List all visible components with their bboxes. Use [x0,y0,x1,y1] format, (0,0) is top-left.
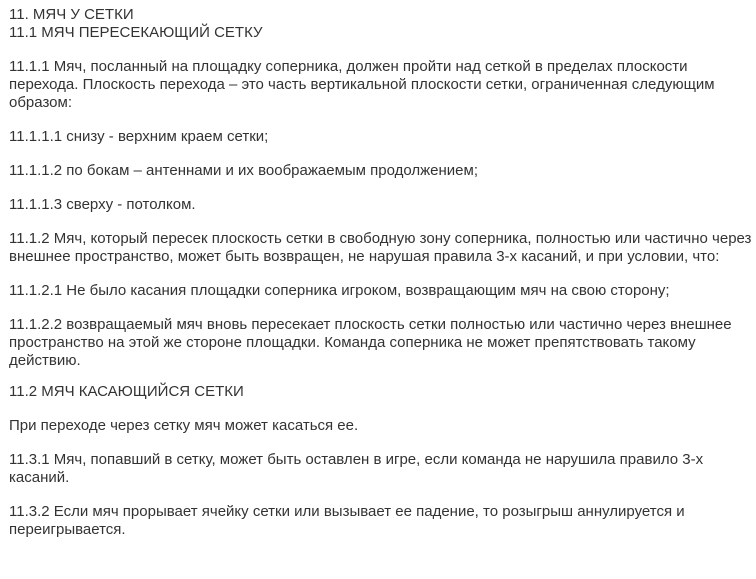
paragraph-11-1-1-2: 11.1.1.2 по бокам – антеннами и их воображаемым продолжением; [9,162,478,179]
paragraph-11-1-1-3: 11.1.1.3 сверху - потолком. [9,196,196,213]
paragraph-11-1-2-2: 11.1.2.2 возвращаемый мяч вновь пересекает плоскость сетки полностью или частично через внешнее пространство на этой же стороне площадки. Команда соперника не может препятствовать такому действию. [9,316,732,369]
paragraph-11-3-2: 11.3.2 Если мяч прорывает ячейку сетки или вызывает ее падение, то розыгрыш аннулируется и переигрывается. [9,503,685,538]
section-title: 11. МЯЧ У СЕТКИ [9,6,134,23]
paragraph-11-1-2: 11.1.2 Мяч, который пересек плоскость сетки в свободную зону соперника, полностью или частично через внешнее пространство, может быть возвращен, не нарушая правила 3-х касаний, и при условии, что: [9,230,752,265]
paragraph-11-1-1-1: 11.1.1.1 снизу - верхним краем сетки; [9,128,269,145]
paragraph-11-3-1: 11.3.1 Мяч, попавший в сетку, может быть оставлен в игре, если команда не нарушила правило 3-х касаний. [9,451,704,486]
paragraph-11-1-2-1: 11.1.2.1 Не было касания площадки соперника игроком, возвращающим мяч на свою сторону; [9,282,670,299]
paragraph-11-1-1: 11.1.1 Мяч, посланный на площадку соперника, должен пройти над сеткой в пределах плоскости перехода. Плоскость перехода – это часть вертикальной плоскости сетки, ограниченная следующим образом: [9,58,715,111]
document-body [9,6,753,539]
subsection-title: 11.1 МЯЧ ПЕРЕСЕКАЮЩИЙ СЕТКУ [9,24,263,41]
subsection-title-11-2: 11.2 МЯЧ КАСАЮЩИЙСЯ СЕТКИ [9,383,244,400]
paragraph-11-2-intro: При переходе через сетку мяч может касаться ее. [9,417,359,434]
